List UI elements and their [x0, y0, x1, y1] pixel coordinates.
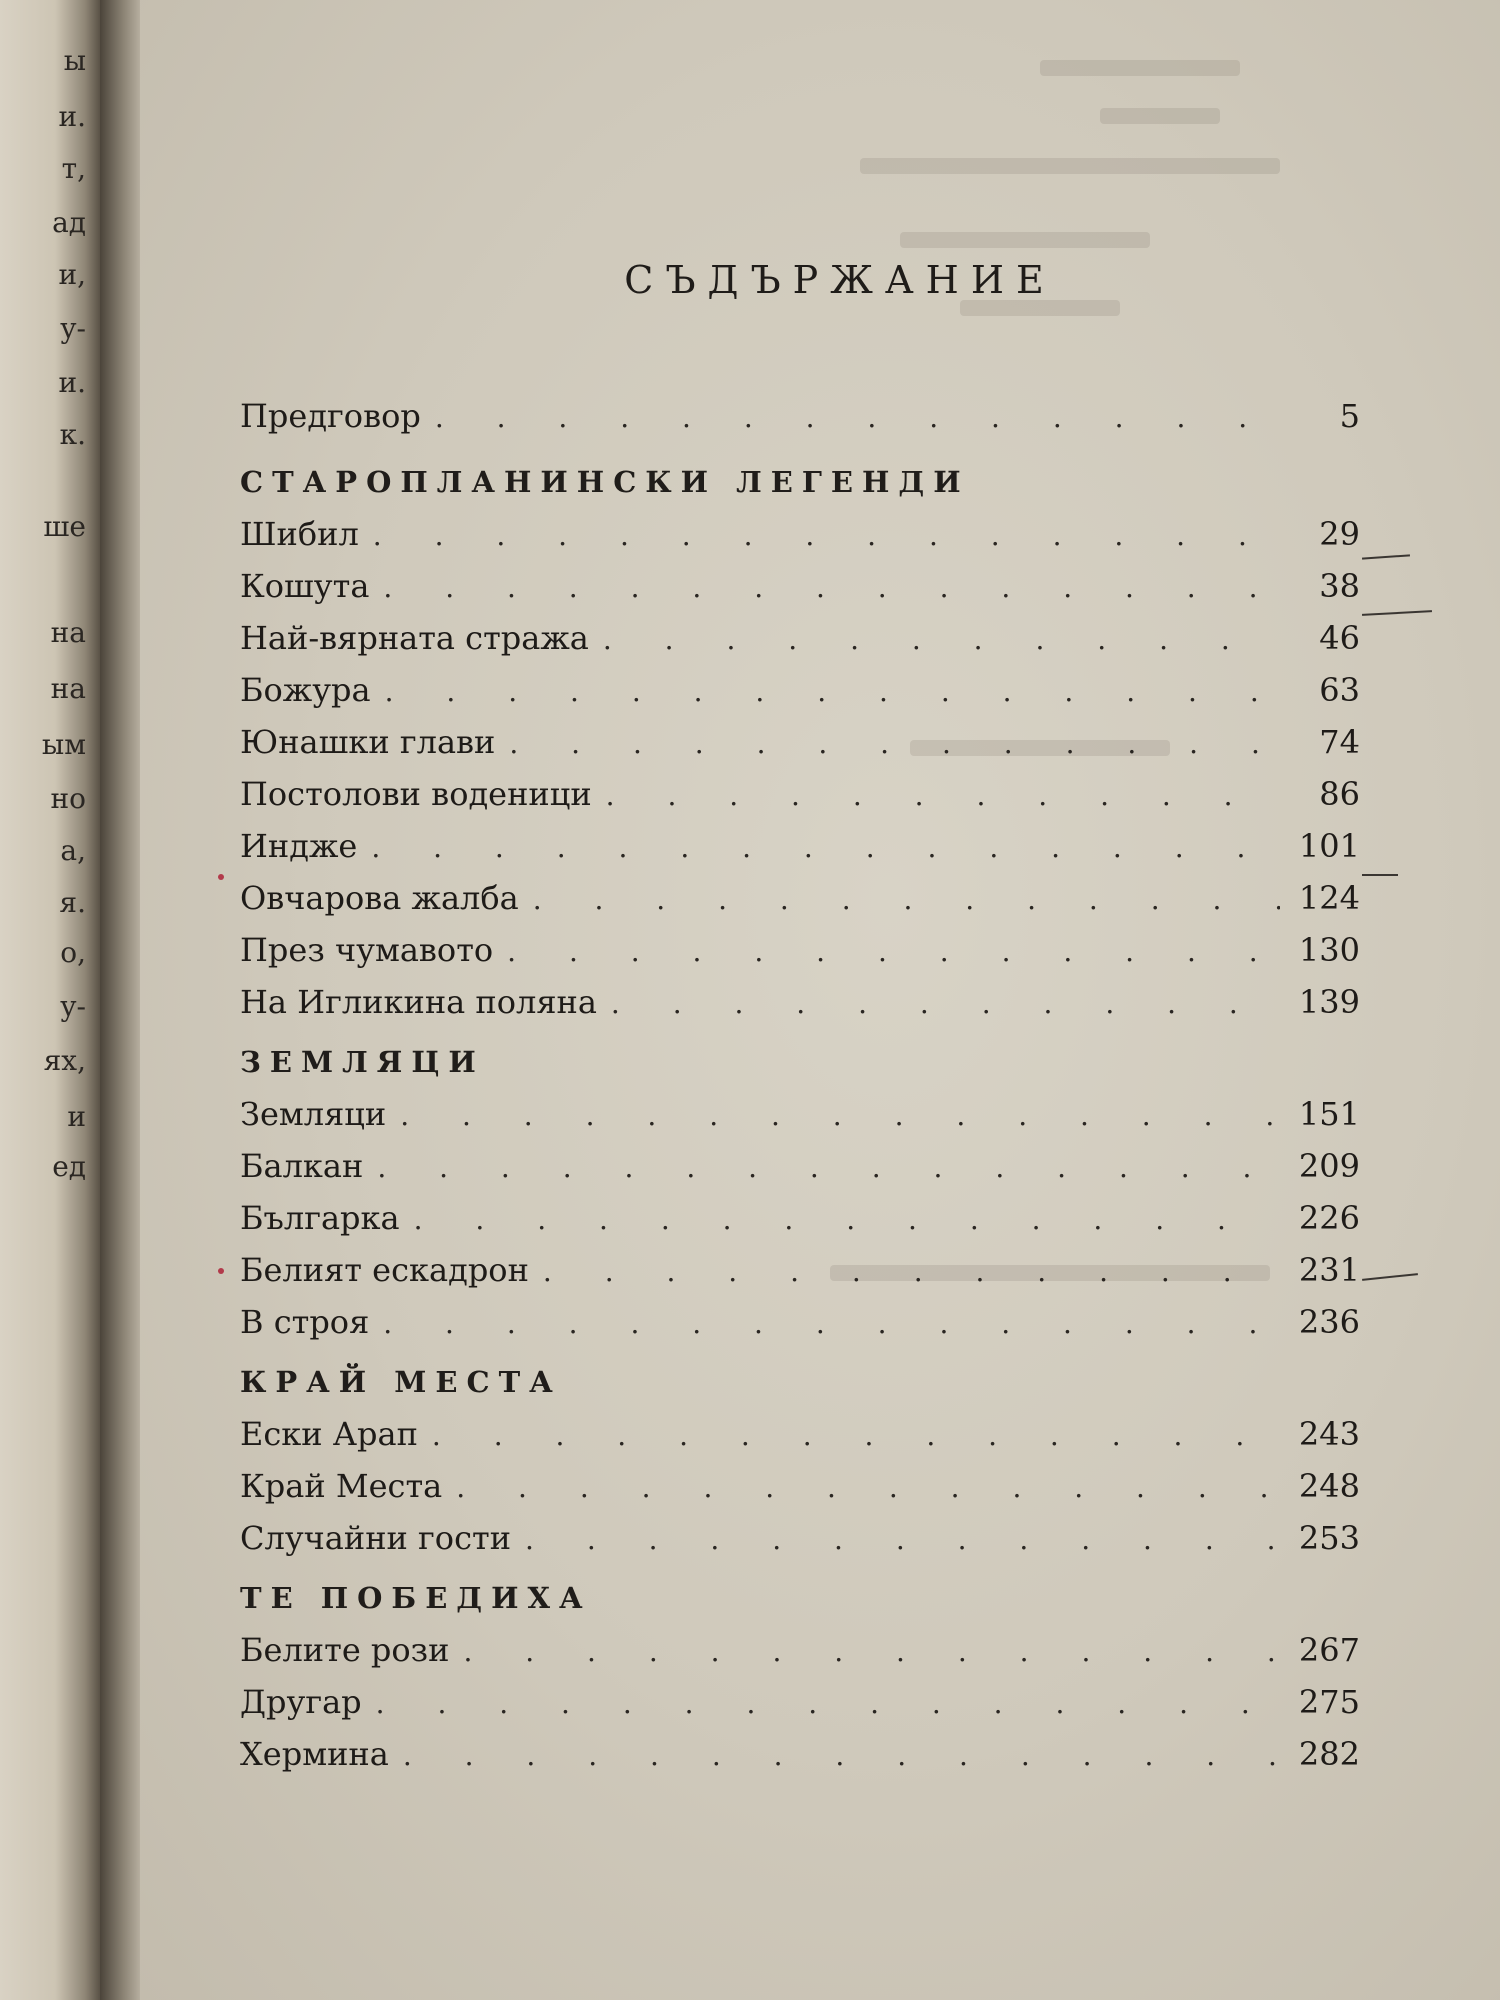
left-page-text-fragment: и	[67, 1100, 86, 1133]
toc-entry	[240, 872, 1360, 924]
show-through	[900, 232, 1150, 248]
left-page-text-fragment: я.	[59, 886, 86, 919]
entry-title: На Игликина поляна	[240, 983, 597, 1021]
entry-page: 130	[1298, 931, 1360, 969]
leader-dots	[403, 1730, 1280, 1782]
entry-title: Божура	[240, 671, 371, 709]
show-through	[1040, 60, 1240, 76]
toc-entry	[240, 1408, 1360, 1460]
toc-entry	[240, 560, 1360, 612]
leader-dots	[383, 562, 1280, 614]
entry-page: 5	[1339, 397, 1360, 435]
leader-dots	[376, 1678, 1280, 1730]
toc-entry	[240, 924, 1360, 976]
entry-page: 267	[1298, 1631, 1360, 1669]
entry-title: Юнашки глави	[240, 723, 496, 761]
toc-entry	[240, 508, 1360, 560]
entry-title: Българка	[240, 1199, 400, 1237]
left-page-text-fragment: к.	[59, 418, 86, 451]
left-page-text-fragment: ед	[52, 1150, 86, 1183]
pencil-mark	[1362, 554, 1410, 559]
section-heading: КРАЙ МЕСТА	[240, 1365, 562, 1399]
left-page-text-fragment: а,	[60, 834, 86, 867]
toc-entry	[240, 1296, 1360, 1348]
left-page-text-fragment: у-	[60, 312, 86, 345]
toc-entry	[240, 1140, 1360, 1192]
entry-title: Постолови воденици	[240, 775, 592, 813]
leader-dots	[371, 822, 1280, 874]
entry-page: 151	[1298, 1095, 1360, 1133]
entry-title: Кошута	[240, 567, 370, 605]
toc-entry	[240, 1460, 1360, 1512]
entry-page: 209	[1298, 1147, 1360, 1185]
left-page-text-fragment: у-	[60, 990, 86, 1023]
toc-entry	[240, 1624, 1360, 1676]
page-title: СЪДЪРЖАНИЕ	[624, 258, 1056, 302]
entry-page: 243	[1298, 1415, 1360, 1453]
entry-page: 236	[1298, 1303, 1360, 1341]
toc-entry	[240, 1192, 1360, 1244]
show-through	[1100, 108, 1220, 124]
pencil-mark	[1362, 1273, 1418, 1281]
entry-title: Балкан	[240, 1147, 364, 1185]
toc-entry	[240, 664, 1360, 716]
entry-title: В строя	[240, 1303, 370, 1341]
entry-page: 226	[1298, 1199, 1360, 1237]
toc-entry	[240, 1728, 1360, 1780]
entry-page: 101	[1298, 827, 1360, 865]
toc-entry	[240, 976, 1360, 1028]
red-dot-mark	[218, 1268, 224, 1274]
toc-entry	[240, 820, 1360, 872]
section-heading: ТЕ ПОБЕДИХА	[240, 1581, 592, 1615]
contents-page	[140, 0, 1500, 2000]
leader-dots	[373, 510, 1280, 562]
leader-dots	[385, 666, 1280, 718]
entry-title: Земляци	[240, 1095, 387, 1133]
leader-dots	[507, 926, 1280, 978]
book-gutter	[100, 0, 140, 2000]
show-through	[860, 158, 1280, 174]
adjacent-page	[0, 0, 100, 2000]
toc-entry	[240, 1088, 1360, 1140]
section-heading: ЗЕМЛЯЦИ	[240, 1045, 485, 1079]
entry-title: Другар	[240, 1683, 362, 1721]
left-page-text-fragment: и.	[58, 100, 86, 133]
toc-entry	[240, 1676, 1360, 1728]
entry-title: Овчарова жалба	[240, 879, 519, 917]
toc-entry	[240, 1244, 1360, 1296]
left-page-text-fragment: на	[50, 672, 86, 705]
leader-dots	[414, 1194, 1280, 1246]
entry-page: 38	[1319, 567, 1360, 605]
leader-dots	[603, 614, 1280, 666]
entry-page: 139	[1298, 983, 1360, 1021]
pencil-mark	[1362, 874, 1398, 876]
leader-dots	[543, 1246, 1280, 1298]
entry-title: Предговор	[240, 397, 421, 435]
toc-entry	[240, 1512, 1360, 1564]
left-page-text-fragment: ы	[63, 44, 86, 77]
entry-title: Край Места	[240, 1467, 443, 1505]
left-page-text-fragment: ым	[41, 728, 86, 761]
entry-page: 253	[1298, 1519, 1360, 1557]
left-page-text-fragment: т,	[61, 152, 86, 185]
left-page-text-fragment: на	[50, 616, 86, 649]
entry-title: През чумавото	[240, 931, 494, 969]
leader-dots	[463, 1626, 1280, 1678]
red-dot-mark	[218, 874, 224, 880]
leader-dots	[525, 1514, 1280, 1566]
entry-title: Индже	[240, 827, 358, 865]
entry-page: 231	[1298, 1251, 1360, 1289]
entry-page: 63	[1319, 671, 1360, 709]
leader-dots	[383, 1298, 1280, 1350]
entry-title: Случайни гости	[240, 1519, 512, 1557]
leader-dots	[432, 1410, 1280, 1462]
left-page-text-fragment: но	[50, 782, 86, 815]
entry-page: 29	[1319, 515, 1360, 553]
leader-dots	[400, 1090, 1280, 1142]
leader-dots	[509, 718, 1280, 770]
leader-dots	[533, 874, 1280, 926]
section-heading: СТАРОПЛАНИНСКИ ЛЕГЕНДИ	[240, 465, 970, 499]
entry-page: 46	[1319, 619, 1360, 657]
left-page-text-fragment: и,	[58, 258, 86, 291]
entry-page: 248	[1298, 1467, 1360, 1505]
leader-dots	[606, 770, 1280, 822]
entry-page: 124	[1298, 879, 1360, 917]
leader-dots	[456, 1462, 1280, 1514]
entry-title: Белите рози	[240, 1631, 450, 1669]
table-of-contents	[240, 390, 1360, 1780]
entry-title: Шибил	[240, 515, 359, 553]
leader-dots	[377, 1142, 1280, 1194]
entry-title: Хермина	[240, 1735, 389, 1773]
entry-title: Най-вярната стража	[240, 619, 589, 657]
entry-page: 86	[1319, 775, 1360, 813]
show-through	[960, 300, 1120, 316]
left-page-text-fragment: ях,	[43, 1044, 86, 1077]
left-page-text-fragment: ше	[43, 510, 86, 543]
toc-entry-preface	[240, 390, 1360, 442]
entry-title: Белият ескадрон	[240, 1251, 529, 1289]
pencil-mark	[1362, 610, 1432, 616]
leader-dots	[435, 392, 1280, 444]
left-page-text-fragment: ад	[52, 206, 86, 239]
entry-title: Ески Арап	[240, 1415, 418, 1453]
toc-entry	[240, 716, 1360, 768]
toc-entry	[240, 612, 1360, 664]
left-page-text-fragment: и.	[58, 366, 86, 399]
leader-dots	[611, 978, 1280, 1030]
left-page-text-fragment: о,	[60, 936, 86, 969]
entry-page: 282	[1298, 1735, 1360, 1773]
entry-page: 74	[1319, 723, 1360, 761]
entry-page: 275	[1298, 1683, 1360, 1721]
toc-entry	[240, 768, 1360, 820]
